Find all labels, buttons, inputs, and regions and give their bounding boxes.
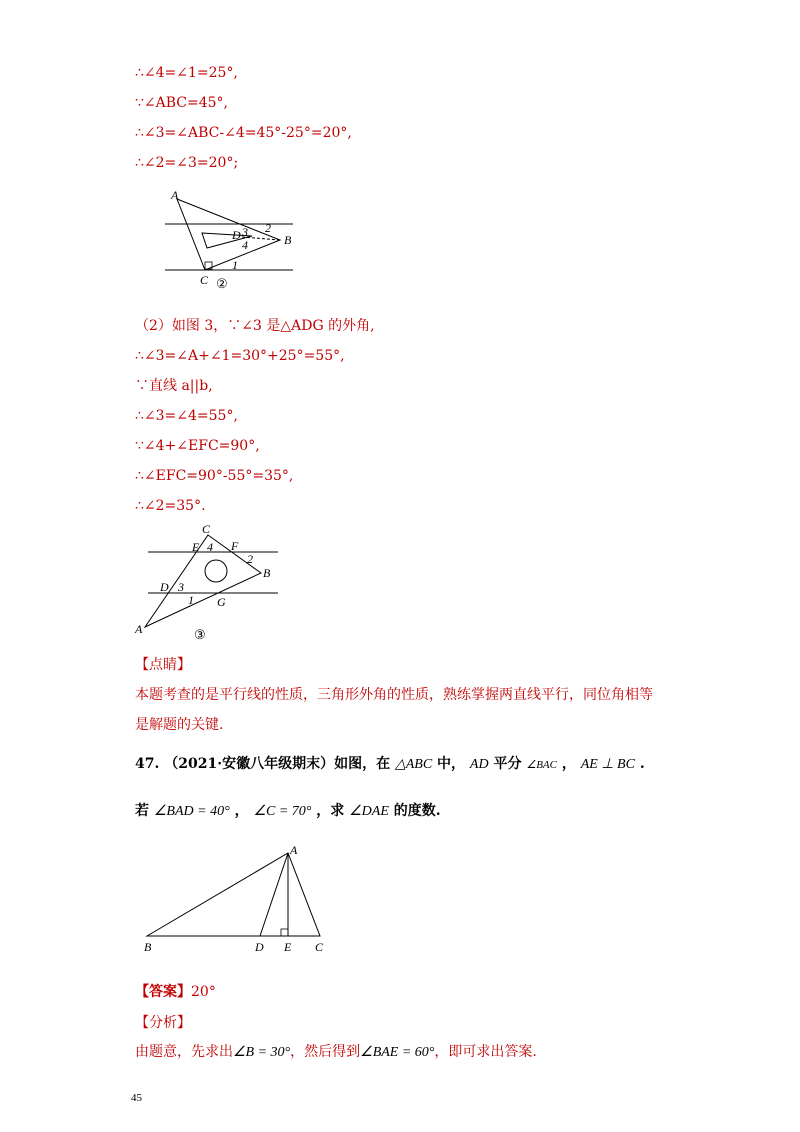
- problem-number: 47.: [135, 756, 160, 772]
- answer-line: [135, 983, 216, 1001]
- label-3: 3: [178, 580, 184, 594]
- label-e: E: [284, 940, 292, 954]
- label-c: C: [315, 940, 324, 954]
- solution-line: ∴∠2=35°.: [135, 498, 206, 514]
- label-1: 1: [232, 258, 238, 272]
- text-ruo: 若: [135, 803, 149, 819]
- label-g: G: [217, 595, 226, 609]
- label-4: 4: [242, 238, 248, 252]
- figure-caption: ②: [216, 276, 228, 291]
- problem-source: （2021·安徽八年级期末）如图，在: [164, 756, 391, 772]
- figure-2: [160, 186, 300, 292]
- label-b: B: [144, 940, 152, 954]
- math-dae: ∠DAE: [349, 804, 389, 819]
- dianjing-line: 是解题的关键.: [135, 717, 224, 733]
- label-a: A: [290, 843, 298, 857]
- label-d: D: [255, 940, 264, 954]
- solution-line: ∵∠4+∠EFC=90°,: [135, 438, 260, 454]
- text-comma2: ，: [234, 803, 249, 819]
- text-dushu: 的度数.: [393, 803, 441, 819]
- figure-caption: ③: [194, 627, 206, 642]
- text-pingfen: 平分: [493, 756, 522, 772]
- math-ad: AD: [469, 757, 489, 772]
- label-d: D: [232, 228, 241, 242]
- math-b30: ∠B = 30°: [233, 1045, 291, 1060]
- figure-3: [130, 520, 285, 644]
- label-a: A: [135, 622, 143, 636]
- analysis-label: 【分析】: [135, 1015, 191, 1031]
- label-2: 2: [265, 221, 271, 235]
- text-period: .: [639, 756, 645, 772]
- label-3: 3: [242, 225, 248, 239]
- answer-value: 20°: [191, 984, 216, 1000]
- solution-line: ∴∠3=∠4=55°,: [135, 408, 238, 424]
- analysis-text: ，即可求出答案.: [434, 1044, 537, 1060]
- solution-line: ∴∠3=∠A+∠1=30°+25°=55°,: [135, 348, 345, 364]
- page-number: 45: [131, 1092, 142, 1104]
- analysis-line: [135, 1043, 537, 1062]
- answer-label: 【答案】: [135, 984, 191, 1000]
- dianjing-label: 【点睛】: [135, 657, 191, 673]
- math-triangle: △ABC: [394, 757, 433, 772]
- solution-line: ∴∠3=∠ABC-∠4=45°-25°=20°,: [135, 125, 352, 141]
- solution-line: ∴∠EFC=90°-55°=35°,: [135, 468, 294, 484]
- solution-line: ∴∠4=∠1=25°,: [135, 65, 238, 81]
- label-b: B: [284, 233, 292, 247]
- label-4: 4: [207, 540, 213, 554]
- math-bac: ∠BAC: [526, 759, 557, 771]
- solution-line: （2）如图 3，∵∠3 是△ADG 的外角,: [135, 318, 375, 334]
- math-c70: ∠C = 70°: [253, 804, 312, 819]
- text-qiu: ，求: [316, 803, 345, 819]
- math-bad: ∠BAD = 40°: [153, 804, 230, 819]
- label-c: C: [200, 273, 209, 287]
- figure-47: [140, 838, 340, 960]
- analysis-text: 由题意，先求出: [135, 1044, 233, 1060]
- label-1: 1: [188, 593, 194, 607]
- math-bae60: ∠BAE = 60°: [360, 1045, 435, 1060]
- label-c: C: [202, 522, 211, 536]
- label-e: E: [192, 540, 200, 554]
- solution-line: ∵∠ABC=45°,: [135, 95, 229, 111]
- solution-line: ∴∠2=∠3=20°;: [135, 155, 239, 171]
- label-d: D: [160, 580, 169, 594]
- problem-47-line-2: [135, 802, 441, 821]
- text-zhong: 中，: [437, 756, 466, 772]
- analysis-text: ，然后得到: [290, 1044, 361, 1060]
- label-2: 2: [247, 552, 253, 566]
- label-b: B: [263, 566, 271, 580]
- text-comma: ，: [561, 756, 576, 772]
- problem-47-line-1: [135, 755, 645, 774]
- solution-line: ∵直线 a||b,: [135, 378, 213, 394]
- label-a: A: [171, 188, 179, 202]
- math-perp: AE ⊥ BC: [580, 757, 635, 772]
- label-f: F: [231, 539, 239, 553]
- dianjing-line: 本题考查的是平行线的性质，三角形外角的性质，熟练掌握两直线平行，同位角相等: [135, 687, 653, 703]
